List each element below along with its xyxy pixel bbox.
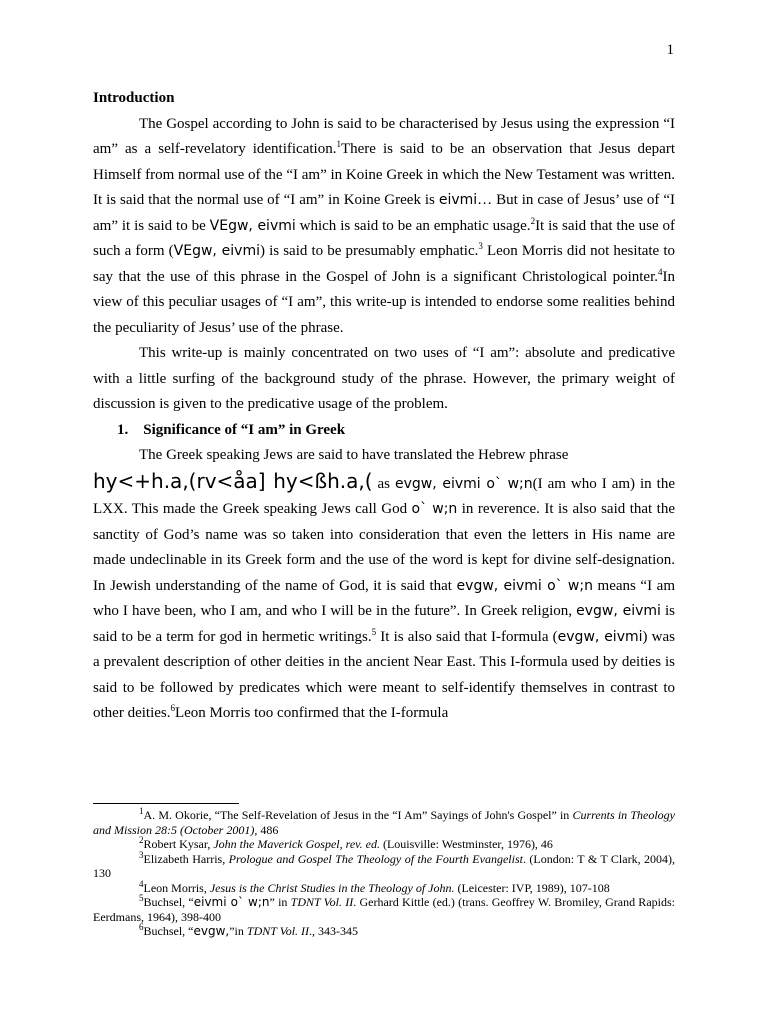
- section-heading-1: [93, 418, 675, 444]
- footnote-marker-5: 5: [371, 626, 377, 637]
- greek-term: evgw,: [193, 924, 230, 938]
- text-run: ., 343-345: [309, 924, 359, 938]
- footnote-5: [93, 895, 675, 924]
- intro-paragraph-2: This write-up is mainly concentrated on two uses of “I am”: absolute and predicative with a little surfing of the background study of the phrase. However, the primary weight of discussion is given to the predicative usage of the problem.: [93, 345, 675, 412]
- text-run: There is said to be an observation that Jesus depart Himself from normal use of the “I am” in Koine Greek in which the New Testament was written. It is said that the normal use of “I am” in Koine Greek is: [93, 141, 676, 208]
- text-run: Robert Kysar,: [143, 837, 214, 851]
- greek-term: eivmi: [438, 192, 478, 208]
- greek-term: evgw, eivmi: [557, 628, 643, 645]
- footnote-marker-4: 4: [658, 266, 663, 277]
- citation-title: TDNT Vol. II: [290, 895, 354, 909]
- text-run: … But in case of Jesus’ use of “I am” it is said to be: [93, 192, 675, 234]
- footnote-number: 5: [139, 893, 144, 903]
- citation-title: TDNT Vol. II: [246, 924, 310, 938]
- footnote-2: [93, 837, 675, 852]
- section-title-text: Significance of “I am” in Greek: [143, 421, 346, 438]
- text-run: ) is said to be presumably emphatic.: [259, 243, 479, 259]
- intro-paragraph-1: [93, 112, 675, 342]
- footnote-6: [93, 924, 675, 939]
- greek-term: o` w;n: [411, 501, 458, 517]
- text-run: ” in: [269, 895, 291, 909]
- footnote-marker-2: 2: [530, 215, 536, 226]
- text-run: which is said to be an emphatic usage.: [295, 217, 531, 234]
- citation-title: Jesus is the Christ Studies in the Theology of John.: [209, 880, 455, 895]
- text-run: in reverence. It is also said that the sanctity of God’s name was so taken into consideration that even the letters in His name are made undeclinable in its Greek form and the use of the word is kept for divine self-designation. In Jewish understanding of the name of God, it is said that: [93, 501, 675, 594]
- greek-term: evgw, eivmi o` w;n: [394, 475, 533, 492]
- footnote-number: 3: [139, 849, 144, 860]
- text-run: Buchsel, “: [143, 924, 194, 938]
- section1-paragraph-1: The Greek speaking Jews are said to have translated the Hebrew phrase: [139, 447, 569, 463]
- text-run: Leon Morris did not hesitate to say that the use of this phrase in the Gospel of John is a significant Christological pointer.: [93, 243, 675, 285]
- footnote-4: [93, 878, 675, 896]
- text-run: (Leicester: IVP, 1989), 107-108: [454, 880, 610, 895]
- text-run: . Gerhard Kittle (ed.) (trans. Geoffrey W. Bromiley, Grand Rapids: Eerdmans, 1964), 398-400: [93, 895, 675, 924]
- footnote-marker-3: 3: [478, 241, 483, 251]
- text-run: ) was a prevalent description of other deities in the ancient Near East. This I-formula used by deities is said to be followed by predicates which were meant to self-identify themselves in contrast to other deities.: [93, 628, 675, 721]
- footnote-marker-1: 1: [336, 139, 341, 149]
- text-run: (I am who I am) in the LXX. This made the Greek speaking Jews call God: [93, 475, 675, 517]
- text-run: Leon Morris too confirmed that the I-formula: [174, 705, 449, 721]
- section-heading-introduction: Introduction: [93, 90, 175, 106]
- text-run: ”in: [229, 924, 247, 938]
- hebrew-phrase: hy<+h.a,(rv<åa] hy<ßh.a,(: [93, 468, 373, 493]
- citation-title: Currents in Theology and Mission 28:5 (October 2001): [93, 808, 675, 837]
- section1-paragraph-2: [93, 469, 675, 727]
- text-run: A. M. Okorie, “The Self-Revelation of Jesus in the “I Am” Sayings of John's Gospel” in: [143, 808, 573, 822]
- text-run: Leon Morris,: [143, 880, 210, 895]
- footnote-number: 2: [139, 835, 144, 845]
- text-run: (Louisville: Westminster, 1976), 46: [379, 837, 553, 851]
- footnote-3: [93, 849, 675, 881]
- text-run: . (London: T & T Clark, 2004), 130: [93, 851, 675, 880]
- citation-title: John the Maverick Gospel, rev. ed.: [213, 837, 380, 851]
- footnote-1: [93, 808, 675, 837]
- text-run: Elizabeth Harris,: [143, 851, 229, 866]
- greek-term: evgw, eivmi o` w;n: [456, 577, 593, 594]
- greek-term: VEgw, eivmi: [209, 217, 296, 234]
- footnote-marker-6: 6: [170, 703, 175, 713]
- text-run: In view of this peculiar usages of “I am”, this write-up is intended to endorse some realities behind the peculiarity of Jesus’ use of the phrase.: [93, 268, 675, 336]
- section-number: 1.: [117, 421, 129, 438]
- footnote-number: 1: [139, 806, 144, 816]
- greek-term: evgw, eivmi: [576, 603, 661, 619]
- text-run: is said to be a term for god in hermetic writings.: [93, 603, 675, 645]
- greek-term: eivmi o` w;n: [193, 895, 270, 909]
- footnote-number: 4: [139, 878, 144, 889]
- text-run: Buchsel, “: [143, 895, 194, 909]
- footnotes: [93, 808, 675, 939]
- text-run: means “I am who I have been, who I am, and who I will be in the future”. In Greek religion,: [93, 577, 675, 619]
- page-number: 1: [666, 42, 674, 58]
- text-run: The Gospel according to John is said to be characterised by Jesus using the expression “I am” as a self-revelatory identification.: [93, 115, 675, 157]
- footnote-number: 6: [139, 922, 144, 932]
- text-run: , 486: [254, 822, 279, 837]
- greek-term: VEgw, eivmi: [173, 243, 260, 259]
- citation-title: Prologue and Gospel The Theology of the Fourth Evangelist: [228, 851, 523, 866]
- footnote-separator: [93, 803, 239, 804]
- text-run: as: [372, 475, 395, 492]
- text-run: It is also said that I-formula (: [376, 628, 558, 645]
- text-run: It is said that the use of such a form (: [93, 217, 676, 259]
- document-body: [93, 86, 675, 727]
